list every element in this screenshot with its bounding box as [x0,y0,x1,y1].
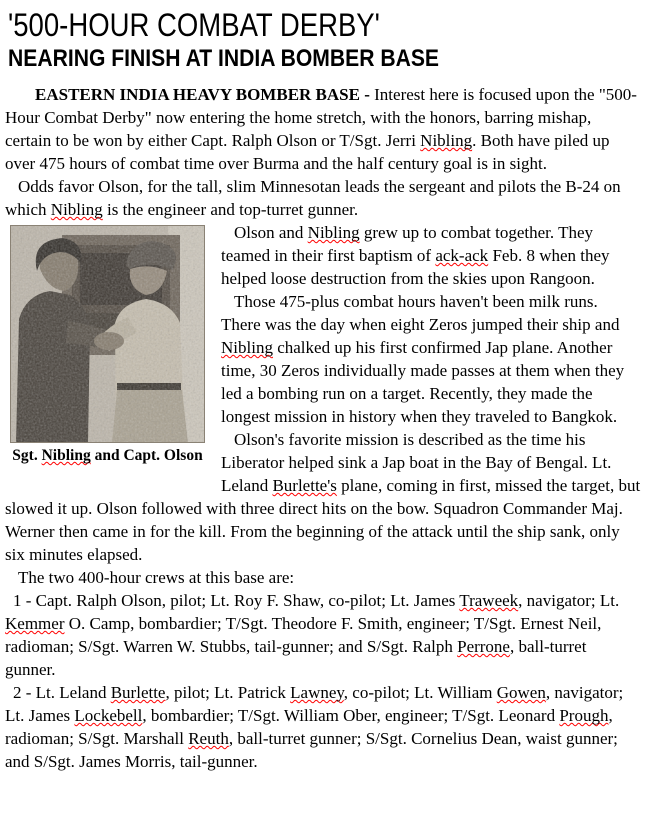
paragraph-lead: EASTERN INDIA HEAVY BOMBER BASE - Interest here is focused upon the "500-Hour Combat Derby" now entering the home stretch, with the honors, barring mishap, certain to be won by either Capt. Ralph Olson or T/Sgt. Jerri Nibling. Both have piled up over 475 hours of combat time over Burma and the half century goal is in sight. [5,85,637,173]
photo-figure [10,225,205,475]
halftone-photo-image [10,225,205,443]
paragraph-crew-1: 1 - Capt. Ralph Olson, pilot; Lt. Roy F. Shaw, co-pilot; Lt. James Traweek, navigator; Lt. Kemmer O. Camp, bombardier; T/Sgt. Theodore F. Smith, engineer; T/Sgt. Ernest Neil, radioman; S/Sgt. Warren W. Stubbs, tail-gunner; and S/Sgt. Ralph Perrone, ball-turret gunner. [5,591,620,679]
subheadline: NEARING FINISH AT INDIA BOMBER BASE [8,45,440,72]
paragraph-grew-up: Olson and Nibling grew up to combat together. They teamed in their first baptism of ack-ack Feb. 8 when they helped loose destruction from the skies upon Rangoon. [221,223,610,288]
paragraph-crews-intro: The two 400-hour crews at this base are: [18,568,295,587]
article-body [5,83,641,773]
paragraph-crew-2: 2 - Lt. Leland Burlette, pilot; Lt. Patrick Lawney, co-pilot; Lt. William Gowen, navigator; Lt. James Lockebell, bombardier; T/Sgt. William Ober, engineer; T/Sgt. Leonard Prough, radioman; S/Sgt. Marshall Reuth, ball-turret gunner; S/Sgt. Cornelius Dean, waist gunner; and S/Sgt. James Morris, tail-gunner. [5,683,624,771]
photo-caption: Sgt. Nibling and Capt. Olson [12,447,203,464]
headline: '500-HOUR COMBAT DERBY' [8,7,380,43]
paragraph-favorite-mission: Olson's favorite mission is described as the time his Liberator helped sink a Jap boat in the Bay of Bengal. Lt. Leland Burlette's plane, coming in first, missed the target, but slowed it up. Olson followed with three direct hits on the bow. Squadron Commander Maj. Werner then came in for the kill. From the beginning of the attack until the ship sank, only six minutes elapsed. [5,430,641,564]
paragraph-milk-runs: Those 475-plus combat hours haven't been milk runs. There was the day when eight Zeros jumped their ship and Nibling chalked up his first confirmed Jap plane. Another time, 30 Zeros individually made passes at them when they led a bombing run on a target. Recently, they made the longest mission in history when they traveled to Bangkok. [221,292,625,426]
paragraph-odds: Odds favor Olson, for the tall, slim Minnesotan leads the sergeant and pilots the B-24 on which Nibling is the engineer and top-turret gunner. [5,177,621,219]
